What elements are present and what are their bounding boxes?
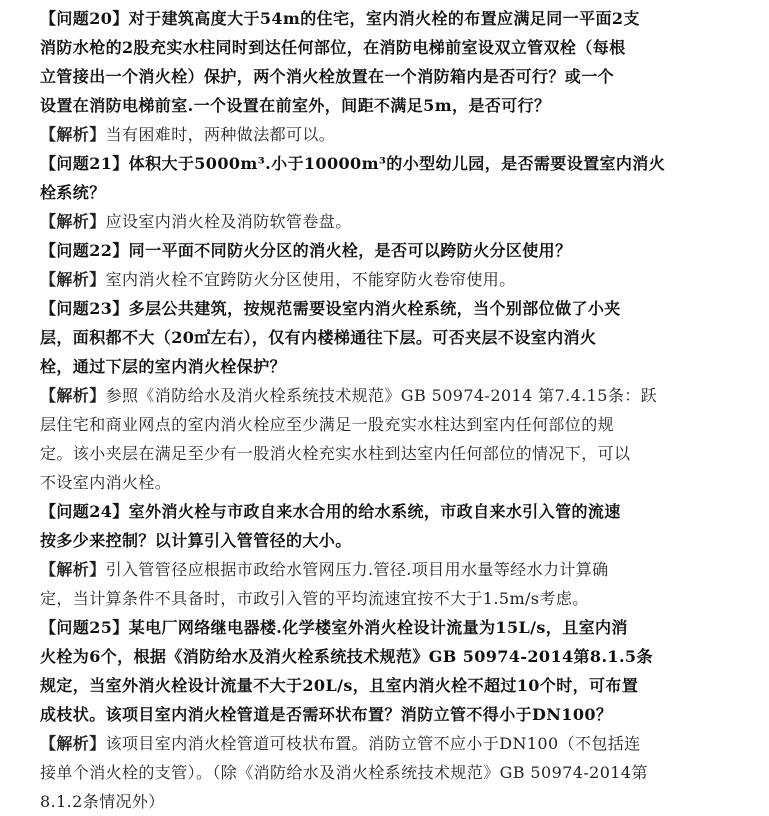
- answer-tag: 【解析】: [40, 560, 106, 579]
- line-text: 立管接出一个消火栓）保护，两个消火栓放置在一个消防箱内是否可行？或一个: [40, 67, 615, 86]
- question-line: [40, 33, 747, 62]
- line-text: 室内消火栓不宜跨防火分区使用，不能穿防火卷帘使用。: [105, 270, 516, 289]
- answer-line: [40, 584, 747, 613]
- answer-line: [40, 207, 747, 236]
- question-line: [40, 671, 747, 700]
- question-block: [40, 613, 747, 729]
- answer-block: [40, 555, 747, 613]
- line-text: 定。该小夹层在满足至少有一股消火栓充实水柱到达室内任何部位的情况下，可以: [40, 444, 631, 463]
- question-block: [40, 497, 747, 555]
- answer-line: [40, 265, 747, 294]
- line-text: 【问题24】室外消火栓与市政自来水合用的给水系统，市政自来水引入管的流速: [40, 502, 621, 521]
- line-text: 定，当计算条件不具备时，市政引入管的平均流速宜按不大于1.5m/s考虑。: [40, 589, 589, 608]
- question-line: [40, 613, 747, 642]
- line-text: 栓系统？: [40, 183, 106, 202]
- line-text: 不设室内消火栓。: [40, 473, 172, 492]
- question-block: [40, 149, 747, 207]
- question-line: [40, 526, 747, 555]
- line-text: 应设室内消火栓及消防软管卷盘。: [105, 212, 352, 231]
- line-text: 8.1.2条情况外）: [40, 792, 165, 811]
- answer-tag: 【解析】: [40, 212, 106, 231]
- answer-line: [40, 439, 747, 468]
- question-line: [40, 178, 747, 207]
- question-block: [40, 294, 747, 381]
- answer-line: [40, 555, 747, 584]
- line-text: 引入管管径应根据市政给水管网压力.管径.项目用水量等经水力计算确: [105, 560, 609, 579]
- answer-tag: 【解析】: [40, 125, 106, 144]
- line-text: 层，面积都不大（20㎡左右），仅有内楼梯通往下层。可否夹层不设室内消火: [40, 328, 597, 347]
- line-text: 规定，当室外消火栓设计流量不大于20L/s，且室内消火栓不超过10个时，可布置: [40, 676, 639, 695]
- line-text: 【问题23】多层公共建筑，按规范需要设室内消火栓系统，当个别部位做了小夹: [40, 299, 621, 318]
- question-line: [40, 352, 747, 381]
- line-text: 参照《消防给水及消火栓系统技术规范》GB 50974-2014 第7.4.15条：跃: [105, 386, 658, 405]
- answer-line: [40, 758, 747, 787]
- line-text: 【问题22】同一平面不同防火分区的消火栓，是否可以跨防火分区使用？: [40, 241, 572, 260]
- question-line: [40, 149, 747, 178]
- line-text: 设置在消防电梯前室.一个设置在前室外，间距不满足5m，是否可行？: [40, 96, 551, 115]
- answer-block: [40, 207, 747, 236]
- line-text: 火栓为6个，根据《消防给水及消火栓系统技术规范》GB 50974-2014第8.1.5条: [40, 647, 653, 666]
- answer-line: [40, 787, 747, 816]
- question-line: [40, 62, 747, 91]
- line-text: 按多少来控制？以计算引入管管径的大小。: [40, 531, 352, 550]
- line-text: 【问题21】体积大于5000m³.小于10000m³的小型幼儿园，是否需要设置室内消火: [40, 154, 666, 173]
- line-text: 栓，通过下层的室内消火栓保护？: [40, 357, 287, 376]
- answer-block: [40, 381, 747, 497]
- question-line: [40, 91, 747, 120]
- question-line: [40, 497, 747, 526]
- question-line: [40, 294, 747, 323]
- question-line: [40, 236, 747, 265]
- line-text: 层住宅和商业网点的室内消火栓应至少满足一股充实水柱达到室内任何部位的规: [40, 415, 615, 434]
- question-line: [40, 700, 747, 729]
- answer-block: [40, 120, 747, 149]
- line-text: 消防水枪的2股充实水柱同时到达任何部位，在消防电梯前室设双立管双栓（每根: [40, 38, 626, 57]
- question-line: [40, 4, 747, 33]
- question-line: [40, 642, 747, 671]
- answer-tag: 【解析】: [40, 270, 106, 289]
- qa-content: [40, 4, 747, 816]
- answer-line: [40, 381, 747, 410]
- line-text: 成枝状。该项目室内消火栓管道是否需环状布置？消防立管不得小于DN100？: [40, 705, 613, 724]
- answer-line: [40, 410, 747, 439]
- answer-block: [40, 265, 747, 294]
- answer-line: [40, 468, 747, 497]
- line-text: 该项目室内消火栓管道可枝状布置。消防立管不应小于DN100（不包括连: [105, 734, 641, 753]
- line-text: 接单个消火栓的支管）。（除《消防给水及消火栓系统技术规范》GB 50974-2014第: [40, 763, 648, 782]
- answer-tag: 【解析】: [40, 734, 106, 753]
- answer-line: [40, 120, 747, 149]
- answer-tag: 【解析】: [40, 386, 106, 405]
- answer-line: [40, 729, 747, 758]
- line-text: 【问题25】某电厂网络继电器楼.化学楼室外消火栓设计流量为15L/s，且室内消: [40, 618, 628, 637]
- line-text: 当有困难时，两种做法都可以。: [105, 125, 336, 144]
- line-text: 【问题20】对于建筑高度大于54m的住宅，室内消火栓的布置应满足同一平面2支: [40, 9, 640, 28]
- question-line: [40, 323, 747, 352]
- question-block: [40, 236, 747, 265]
- question-block: [40, 4, 747, 120]
- answer-block: [40, 729, 747, 816]
